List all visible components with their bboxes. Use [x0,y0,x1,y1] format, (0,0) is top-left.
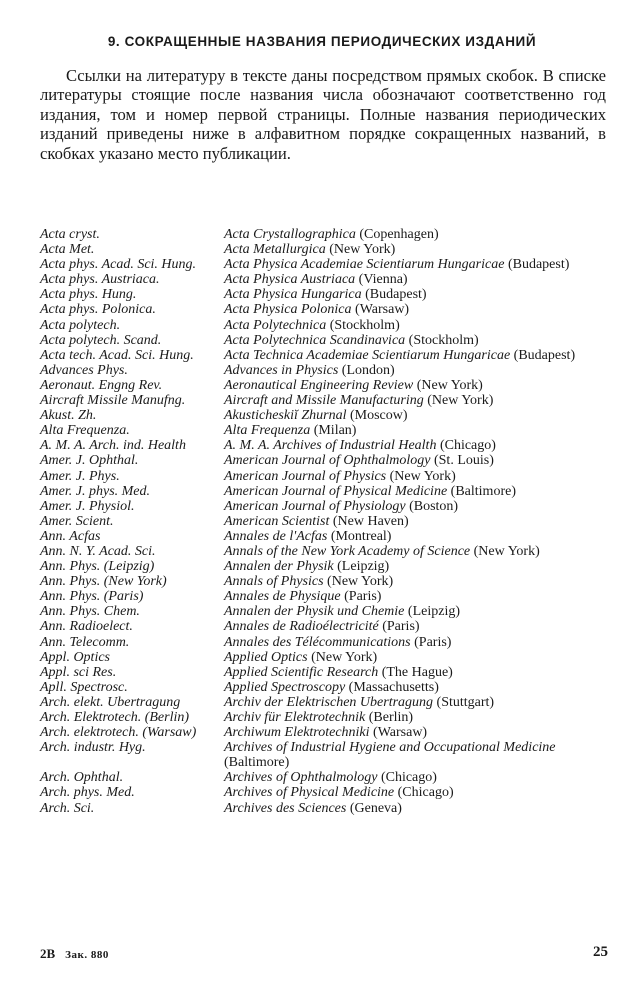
abbreviation: Arch. elekt. Ubertragung [40,694,181,710]
publication-place: (Chicago) [380,770,437,786]
journal-title: Annales de l'Acfas [224,528,328,544]
list-item [40,544,608,559]
abbreviation: Amer. J. Phys. [40,468,120,484]
journal-title: Aircraft and Missile Manufacturing [224,393,424,409]
abbreviation-list [40,227,608,816]
publication-place: (Paris) [414,634,452,650]
journal-title: Annales de Radioélectricité [224,619,379,635]
full-title [224,710,608,725]
publication-place: (Baltimore) [224,755,290,771]
journal-title: American Journal of Ophthalmology [224,453,431,469]
list-item [40,499,608,514]
full-title [224,333,608,348]
list-item [40,785,608,800]
abbreviation: Appl. Optics [40,649,110,665]
publication-place: (New York) [427,393,494,409]
publication-place: (New York) [327,574,394,590]
list-item [40,393,608,408]
abbreviation: Acta phys. Austriaca. [40,272,160,288]
list-item [40,514,608,529]
list-item [40,589,608,604]
full-title [224,227,608,242]
abbreviation: Amer. J. Ophthal. [40,453,139,469]
publication-place: (New York) [329,242,396,258]
journal-title: Acta Polytechnica Scandinavica [224,332,406,348]
full-title [224,544,608,559]
list-item [40,318,608,333]
abbreviation: Alta Frequenza. [40,423,130,439]
abbreviation: Arch. Elektrotech. (Berlin) [40,710,190,725]
publication-place: (Massachusetts) [348,679,439,695]
full-title [224,499,608,514]
abbreviation: Akust. Zh. [40,408,97,424]
list-item [40,650,608,665]
publication-place: (London) [341,362,395,378]
list-item [40,710,608,725]
publication-place: (New Haven) [332,513,409,529]
abbreviation: A. M. A. Arch. ind. Health [40,438,186,454]
publication-place: (Milan) [313,423,357,439]
abbreviation: Apll. Spectrosc. [40,679,128,695]
abbreviation: Acta Met. [40,242,95,258]
journal-title: American Scientist [224,513,330,529]
abbreviation: Amer. J. phys. Med. [40,483,151,499]
full-title [224,740,608,770]
journal-title: Aeronautical Engineering Review [224,377,414,393]
abbreviation: Ann. Acfas [40,528,101,544]
journal-title: Acta Physica Academiae Scientiarum Hungaricae [224,257,505,273]
journal-title: Acta Crystallographica [224,227,356,242]
list-item [40,378,608,393]
journal-title: Archiv für Elektrotechnik [224,710,366,725]
publication-place: (Copenhagen) [359,227,439,242]
abbreviation: Ann. Telecomm. [40,634,130,650]
abbreviation: Arch. phys. Med. [40,785,135,801]
full-title [224,302,608,317]
full-title [224,680,608,695]
journal-title: Archives of Ophthalmology [224,770,378,786]
journal-title: Annales de Physique [224,589,341,605]
list-item [40,438,608,453]
list-item [40,272,608,287]
journal-title: Archives des Sciences [224,800,347,816]
journal-title: American Journal of Physical Medicine [224,483,448,499]
abbreviation: Aircraft Missile Manufng. [40,393,186,409]
list-item [40,635,608,650]
full-title [224,529,608,544]
publication-place: (St. Louis) [433,453,494,469]
abbreviation: Aeronaut. Engng Rev. [40,377,163,393]
full-title [224,695,608,710]
publication-place: (New York) [311,649,378,665]
full-title [224,363,608,378]
journal-title: Alta Frequenza [224,423,311,439]
full-title [224,785,608,800]
list-item [40,529,608,544]
full-title [224,514,608,529]
abbreviation: Amer. Scient. [40,513,114,529]
publication-place: (New York) [473,543,540,559]
journal-title: Applied Optics [224,649,308,665]
list-item [40,287,608,302]
publication-place: (New York) [389,468,456,484]
list-item [40,680,608,695]
list-item [40,257,608,272]
publication-place: (Leipzig) [337,559,390,575]
full-title [224,801,608,816]
abbreviation: Ann. N. Y. Acad. Sci. [40,543,156,559]
journal-title: Annalen der Physik und Chemie [224,604,405,620]
abbreviation: Ann. Phys. (New York) [40,574,167,590]
journal-title: Annals of Physics [224,574,324,590]
abbreviation: Ann. Phys. (Leipzig) [40,559,155,575]
full-title [224,318,608,333]
full-title [224,393,608,408]
list-item [40,363,608,378]
journal-title: Annals of the New York Academy of Science [224,543,471,559]
journal-title: Archives of Physical Medicine [224,785,395,801]
publication-place: (New York) [416,377,483,393]
full-title [224,665,608,680]
full-title [224,604,608,619]
journal-title: Applied Spectroscopy [224,679,346,695]
full-title [224,348,608,363]
abbreviation: Amer. J. Physiol. [40,498,135,514]
journal-title: American Journal of Physics [224,468,387,484]
publication-place: (Boston) [409,498,459,514]
section-heading: 9. СОКРАЩЕННЫЕ НАЗВАНИЯ ПЕРИОДИЧЕСКИХ ИЗДАНИЙ [107,34,537,49]
journal-title: Acta Polytechnica [224,317,327,333]
publication-place: (Chicago) [439,438,496,454]
full-title [224,272,608,287]
journal-title: Applied Scientific Research [224,664,379,680]
journal-title: Archiwum Elektrotechniki [224,725,370,741]
full-title [224,770,608,785]
full-title [224,408,608,423]
publication-place: (Geneva) [349,800,402,816]
list-item [40,695,608,710]
journal-title: Acta Physica Austriaca [224,272,356,288]
abbreviation: Ann. Phys. Chem. [40,604,140,620]
publication-place: (Stuttgart) [436,694,495,710]
publication-place: (Budapest) [513,347,576,363]
list-item [40,227,608,242]
list-item [40,484,608,499]
journal-title: Advances in Physics [224,362,339,378]
publication-place: (Paris) [382,619,420,635]
list-item [40,408,608,423]
publication-place: (Chicago) [397,785,454,801]
list-item [40,574,608,589]
full-title [224,650,608,665]
publication-place: (Montreal) [330,528,392,544]
publication-place: (Vienna) [358,272,408,288]
abbreviation: Acta tech. Acad. Sci. Hung. [40,347,194,363]
abbreviation: Acta polytech. Scand. [40,332,162,348]
journal-title: American Journal of Physiology [224,498,406,514]
full-title [224,287,608,302]
journal-title: Acta Technica Academiae Scientiarum Hungaricae [224,347,511,363]
journal-title: A. M. A. Archives of Industrial Health [224,438,437,454]
abbreviation: Arch. Sci. [40,800,95,816]
publication-place: (Baltimore) [450,483,516,499]
list-item [40,469,608,484]
publication-place: (Moscow) [350,408,408,424]
full-title [224,484,608,499]
full-title [224,619,608,634]
abbreviation: Acta phys. Polonica. [40,302,156,318]
full-title [224,423,608,438]
full-title [224,378,608,393]
full-title [224,725,608,740]
full-title [224,574,608,589]
publication-place: (Berlin) [368,710,414,725]
signature-mark: 2B [40,946,56,961]
full-title [224,635,608,650]
publication-place: (The Hague) [381,664,453,680]
publication-place: (Warsaw) [373,725,428,741]
abbreviation: Acta polytech. [40,317,121,333]
full-title [224,242,608,257]
list-item [40,725,608,740]
publication-place: (Stockholm) [408,332,479,348]
full-title [224,257,608,272]
abbreviation: Advances Phys. [40,362,128,378]
abbreviation: Appl. sci Res. [40,664,117,680]
list-item [40,604,608,619]
full-title [224,438,608,453]
list-item [40,665,608,680]
full-title [224,469,608,484]
list-item [40,302,608,317]
journal-title: Annales des Télécommunications [224,634,411,650]
list-item [40,619,608,634]
abbreviation: Arch. elektrotech. (Warsaw) [40,725,197,741]
journal-title: Acta Metallurgica [224,242,326,258]
list-item [40,559,608,574]
full-title [224,589,608,604]
full-title [224,453,608,468]
order-code: Зак. 880 [65,949,109,961]
publication-place: (Warsaw) [355,302,410,318]
abbreviation: Arch. industr. Hyg. [40,740,146,756]
journal-title: Archiv der Elektrischen Ubertragung [224,694,434,710]
list-item [40,801,608,816]
list-item [40,740,608,770]
abbreviation: Ann. Radioelect. [40,619,133,635]
abbreviation: Acta phys. Acad. Sci. Hung. [40,257,197,273]
list-item [40,348,608,363]
list-item [40,333,608,348]
list-item [40,423,608,438]
journal-title: Akusticheskiĭ Zhurnal [224,408,347,424]
list-item [40,242,608,257]
full-title [224,559,608,574]
abbreviation: Acta phys. Hung. [40,287,137,303]
abbreviation: Ann. Phys. (Paris) [40,589,144,605]
journal-title: Archives of Industrial Hygiene and Occupational Medicine [224,740,556,756]
publication-place: (Stockholm) [329,317,400,333]
intro-paragraph: Ссылки на литературу в тексте даны посредством прямых скобок. В списке литературы стоящие после названия числа обозначают соответственно год издания, том и номер первой страницы. Полные названия периодических изданий приведены ниже в алфавитном порядке сокращенных названий, в скобках указано место публикации. [40,66,606,163]
journal-title: Acta Physica Hungarica [224,287,362,303]
publication-place: (Budapest) [365,287,427,303]
publication-place: (Leipzig) [407,604,460,620]
list-item [40,770,608,785]
abbreviation: Arch. Ophthal. [40,770,124,786]
publication-place: (Budapest) [507,257,570,273]
publication-place: (Paris) [344,589,382,605]
list-item [40,453,608,468]
journal-title: Annalen der Physik [224,559,334,575]
journal-title: Acta Physica Polonica [224,302,352,318]
printer-signature [40,946,109,962]
abbreviation: Acta cryst. [40,227,100,242]
page-number: 25 [593,944,608,960]
